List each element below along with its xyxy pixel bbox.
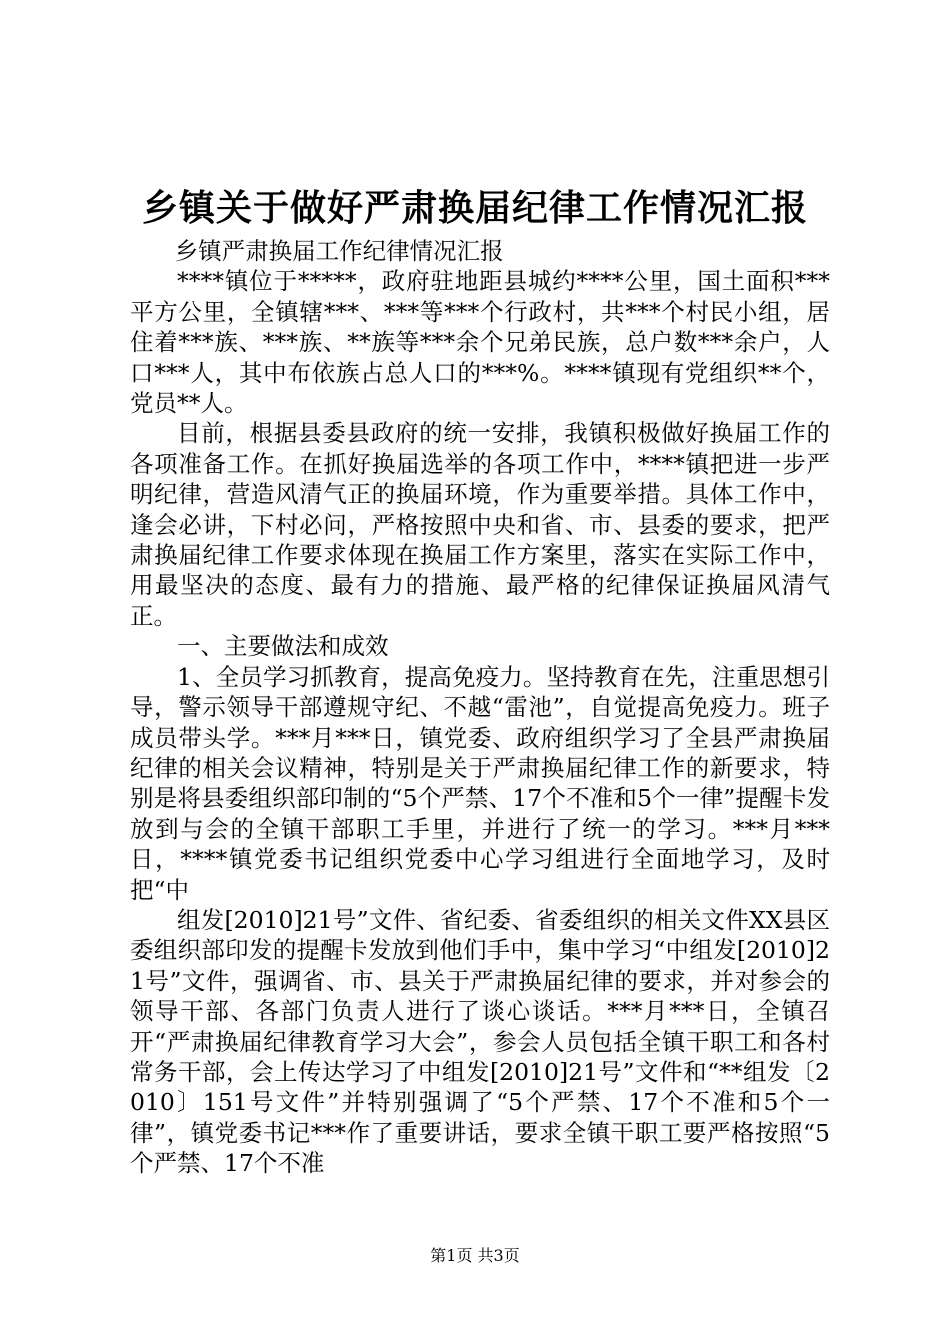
page-number-footer: 第1页 共3页 [430, 1246, 520, 1265]
paragraph-study-education: 1、全员学习抓教育，提高免疫力。坚持教育在先，注重思想引导，警示领导干部遵规守纪、不越“雷池”，自觉提高免疫力。班子成员带头学。***月***日，镇党委、政府组织学习了全县严肃换届纪律的相关会议精神，特别是关于严肃换届纪律工作的新要求，特别是将县委组织部印制的“5个严禁、17个不准和5个一律”提醒卡发放到与会的全镇干部职工手里，并进行了统一的学习。***月***日，****镇党委书记组织党委中心学习组进行全面地学习，及时把“中 [130, 662, 830, 904]
section-heading-main-practices: 一、主要做法和成效 [177, 632, 389, 661]
paragraph-document-distribution: 组发[2010]21号”文件、省纪委、省委组织的相关文件XX县区委组织部印发的提醒卡发放到他们手中，集中学习“中组发[2010]21号”文件，强调省、市、县关于严肃换届纪律的要求，并对参会的领导干部、各部门负责人进行了谈心谈话。***月***日，全镇召开“严肃换届纪律教育学习大会”，参会人员包括全镇干职工和各村常务干部，会上传达学习了中组发[2010]21号”文件和“**组发〔2010〕151号文件”并特别强调了“5个严禁、17个不准和5个一律”，镇党委书记***作了重要讲话，要求全镇干职工要严格按照“5个严禁、17个不准 [130, 905, 830, 1178]
document-subtitle: 乡镇严肃换届工作纪律情况汇报 [174, 237, 504, 265]
document-body [130, 236, 830, 1179]
document-title: 乡镇关于做好严肃换届纪律工作情况汇报 [141, 187, 808, 229]
paragraph-town-overview: ****镇位于*****，政府驻地距县城约****公里，国土面积***平方公里，全镇辖***、***等***个行政村，共***个村民小组，居住着***族、***族、**族等***余个兄弟民族，总户数***余户，人口***人，其中布依族占总人口的***%。****镇现有党组织**个，党员**人。 [130, 267, 830, 418]
paragraph-preparation: 目前，根据县委县政府的统一安排，我镇积极做好换届工作的各项准备工作。在抓好换届选举的各项工作中，****镇把进一步严明纪律，营造风清气正的换届环境，作为重要举措。具体工作中，逢会必讲，下村必问，严格按照中央和省、市、县委的要求，把严肃换届纪律工作要求体现在换届工作方案里，落实在实际工作中，用最坚决的态度、最有力的措施、最严格的纪律保证换届风清气正。 [130, 419, 830, 630]
